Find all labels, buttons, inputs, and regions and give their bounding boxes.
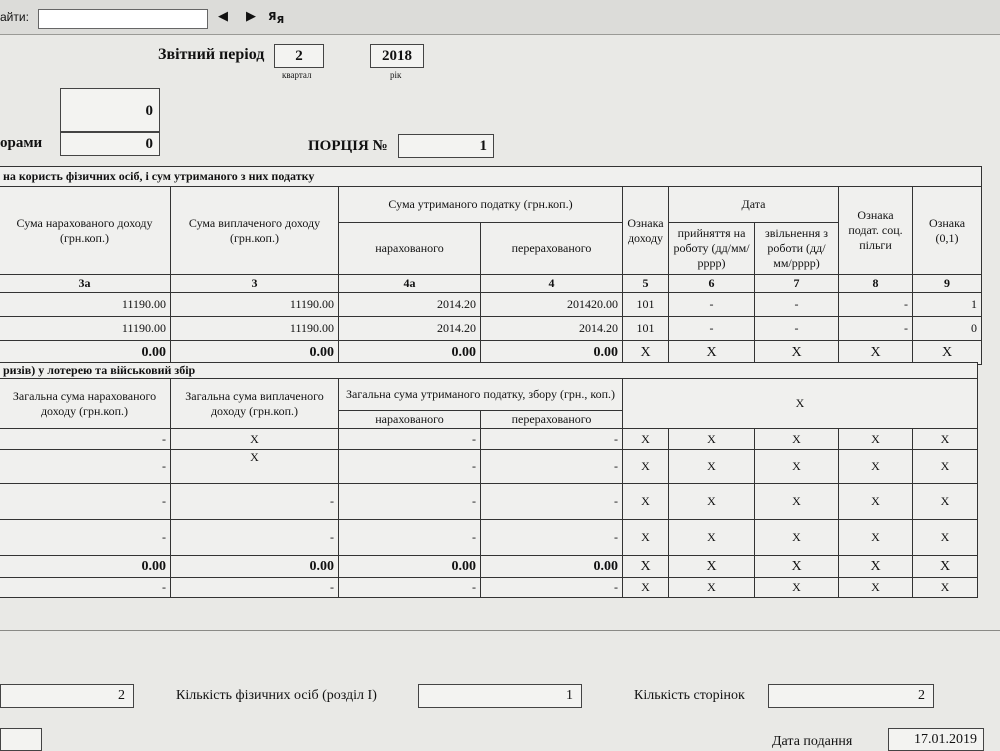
table-cell[interactable]: - xyxy=(0,429,171,450)
persons-label: Кількість фізичних осіб (розділ І) xyxy=(176,688,377,703)
table-cell[interactable]: - xyxy=(171,484,339,520)
totals-row xyxy=(0,556,978,578)
date-field[interactable]: 17.01.2019 xyxy=(888,728,984,751)
table-cell: X xyxy=(623,484,669,520)
total-cell: 0.00 xyxy=(339,556,481,578)
s2-col-b-header: Загальна сума виплаченого доходу (грн.коп.) xyxy=(171,379,339,429)
table-cell: X xyxy=(839,484,913,520)
table-cell: X xyxy=(669,429,755,450)
table-cell: X xyxy=(755,429,839,450)
col3a-header: Сума нарахованого доходу (грн.коп.) xyxy=(0,187,171,275)
s2-col-a-header: Загальна сума нарахованого доходу (грн.коп.) xyxy=(0,379,171,429)
total-cell: X xyxy=(913,556,978,578)
triangle-left-icon[interactable]: ◀ xyxy=(218,9,228,24)
col8-header: Ознака подат. соц. пільги xyxy=(839,187,913,275)
table-cell[interactable]: - xyxy=(339,429,481,450)
portion-field[interactable]: 1 xyxy=(398,134,494,158)
table-row xyxy=(0,450,978,484)
table-cell: X xyxy=(623,450,669,484)
search-label: айти: xyxy=(0,10,29,24)
table-cell[interactable]: - xyxy=(171,520,339,556)
table-cell: X xyxy=(669,450,755,484)
total-cell: 0.00 xyxy=(481,341,623,365)
table-cell[interactable]: 0 xyxy=(913,317,982,341)
table-cell: X xyxy=(913,520,978,556)
table-cell[interactable]: - xyxy=(339,520,481,556)
table-cell: X xyxy=(755,578,839,598)
table-cell: X xyxy=(669,578,755,598)
s2-x-header: X xyxy=(623,379,978,429)
table-cell[interactable]: - xyxy=(481,450,623,484)
table-row xyxy=(0,484,978,520)
total-cell: X xyxy=(623,341,669,365)
count-bottom-label: орами xyxy=(0,135,43,151)
col4a-header: нарахованого xyxy=(339,223,481,275)
s2-col-d-header: перерахованого xyxy=(481,411,623,429)
column-numbers-row xyxy=(0,275,982,293)
col3-header: Сума виплаченого доходу (грн.коп.) xyxy=(171,187,339,275)
pages-count-field[interactable]: 2 xyxy=(768,684,934,708)
total-cell: 0.00 xyxy=(171,341,339,365)
date-label: Дата подання xyxy=(772,734,853,749)
total-cell: 0.00 xyxy=(0,341,171,365)
table-row xyxy=(0,317,982,341)
table-cell: X xyxy=(913,429,978,450)
table-cell: X xyxy=(839,520,913,556)
table-cell[interactable]: - xyxy=(481,429,623,450)
col-number: 4 xyxy=(481,275,623,293)
table-cell[interactable]: 1 xyxy=(913,293,982,317)
table-cell[interactable]: X xyxy=(171,450,339,484)
date-group-header: Дата xyxy=(669,187,839,223)
total-cell: 0.00 xyxy=(481,556,623,578)
table-cell[interactable]: 2014.20 xyxy=(339,317,481,341)
col5-header: Ознака доходу xyxy=(623,187,669,275)
col-number: 3а xyxy=(0,275,171,293)
total-cell: X xyxy=(839,341,913,365)
table-cell[interactable]: - xyxy=(481,520,623,556)
count-bottom-field[interactable]: 0 xyxy=(60,132,160,156)
table-cell: X xyxy=(839,578,913,598)
table-cell[interactable]: - xyxy=(0,578,171,598)
portion-label: ПОРЦІЯ № xyxy=(308,138,388,154)
table-row xyxy=(0,520,978,556)
total-cell: X xyxy=(669,341,755,365)
table-cell[interactable]: - xyxy=(669,293,755,317)
table-cell[interactable]: 201420.00 xyxy=(481,293,623,317)
table-cell[interactable]: 101 xyxy=(623,317,669,341)
section1-table xyxy=(0,166,982,365)
table-cell: X xyxy=(755,520,839,556)
table-cell[interactable]: - xyxy=(755,293,839,317)
section2-title: ризів) у лотерею та військовий збір xyxy=(0,363,978,379)
table-cell: X xyxy=(755,484,839,520)
triangle-right-icon[interactable]: ▶ xyxy=(246,9,256,24)
col-number: 6 xyxy=(669,275,755,293)
tax-group-header: Сума утриманого податку (грн.коп.) xyxy=(339,187,623,223)
col6-header: прийняття на роботу (дд/мм/рррр) xyxy=(669,223,755,275)
total-count-field[interactable]: 2 xyxy=(0,684,134,708)
total-cell: X xyxy=(623,556,669,578)
table-cell: X xyxy=(623,520,669,556)
table-row xyxy=(0,293,982,317)
table-cell[interactable]: - xyxy=(481,484,623,520)
total-cell: X xyxy=(839,556,913,578)
table-cell: X xyxy=(623,578,669,598)
total-cell: 0.00 xyxy=(339,341,481,365)
persons-count-field[interactable]: 1 xyxy=(418,684,582,708)
total-cell: X xyxy=(669,556,755,578)
col7-header: звільнення з роботи (дд/мм/рррр) xyxy=(755,223,839,275)
quarter-caption: квартал xyxy=(282,70,312,80)
quarter-field[interactable]: 2 xyxy=(274,44,324,68)
table-cell[interactable]: 11190.00 xyxy=(171,293,339,317)
col-number: 8 xyxy=(839,275,913,293)
total-cell: X xyxy=(913,341,982,365)
section1-title: на користь фізичних осіб, і сум утриманого з них податку xyxy=(0,167,982,187)
table-cell[interactable]: - xyxy=(481,578,623,598)
table-cell[interactable]: 101 xyxy=(623,293,669,317)
table-cell[interactable]: 11190.00 xyxy=(171,317,339,341)
table-cell[interactable]: - xyxy=(0,520,171,556)
col-number: 9 xyxy=(913,275,982,293)
sort-az-icon[interactable]: $Я_Я$ xyxy=(268,10,285,26)
table-cell[interactable]: 11190.00 xyxy=(0,293,171,317)
year-field[interactable]: 2018 xyxy=(370,44,424,68)
table-cell: X xyxy=(669,484,755,520)
table-cell[interactable]: 11190.00 xyxy=(0,317,171,341)
section2-table xyxy=(0,362,978,598)
footer-divider xyxy=(0,630,1000,631)
table-cell[interactable]: - xyxy=(339,484,481,520)
total-cell: 0.00 xyxy=(0,556,171,578)
totals-row xyxy=(0,341,982,365)
table-cell[interactable]: 2014.20 xyxy=(339,293,481,317)
s2-col-c-header: нарахованого xyxy=(339,411,481,429)
toolbar xyxy=(0,0,1000,35)
table-cell: X xyxy=(623,429,669,450)
table-cell: X xyxy=(755,450,839,484)
col9-header: Ознака (0,1) xyxy=(913,187,982,275)
table-cell: X xyxy=(669,520,755,556)
total-cell: X xyxy=(755,556,839,578)
bottom-left-field[interactable] xyxy=(0,728,42,751)
table-cell: X xyxy=(913,484,978,520)
table-cell[interactable]: 2014.20 xyxy=(481,317,623,341)
col4-header: перерахованого xyxy=(481,223,623,275)
count-top-field[interactable]: 0 xyxy=(60,88,160,132)
table-row xyxy=(0,578,978,598)
table-cell[interactable]: - xyxy=(339,578,481,598)
col-number: 5 xyxy=(623,275,669,293)
table-row xyxy=(0,429,978,450)
col-number: 7 xyxy=(755,275,839,293)
pages-label: Кількість сторінок xyxy=(634,688,745,703)
table-cell: X xyxy=(839,450,913,484)
table-cell[interactable]: - xyxy=(755,317,839,341)
table-cell[interactable]: - xyxy=(339,450,481,484)
table-cell[interactable]: - xyxy=(839,317,913,341)
search-input[interactable] xyxy=(38,9,208,29)
total-cell: X xyxy=(755,341,839,365)
table-cell: X xyxy=(839,429,913,450)
table-cell[interactable]: - xyxy=(171,578,339,598)
table-cell[interactable]: - xyxy=(0,484,171,520)
total-cell: 0.00 xyxy=(171,556,339,578)
table-cell[interactable]: - xyxy=(669,317,755,341)
s2-tax-group-header: Загальна сума утриманого податку, збору (грн., коп.) xyxy=(339,379,623,411)
table-cell[interactable]: - xyxy=(839,293,913,317)
table-cell[interactable]: X xyxy=(171,429,339,450)
period-label: Звітний період xyxy=(158,46,265,63)
col-number: 4а xyxy=(339,275,481,293)
table-cell[interactable]: - xyxy=(0,450,171,484)
table-cell: X xyxy=(913,578,978,598)
table-cell: X xyxy=(913,450,978,484)
col-number: 3 xyxy=(171,275,339,293)
year-caption: рік xyxy=(390,70,402,80)
